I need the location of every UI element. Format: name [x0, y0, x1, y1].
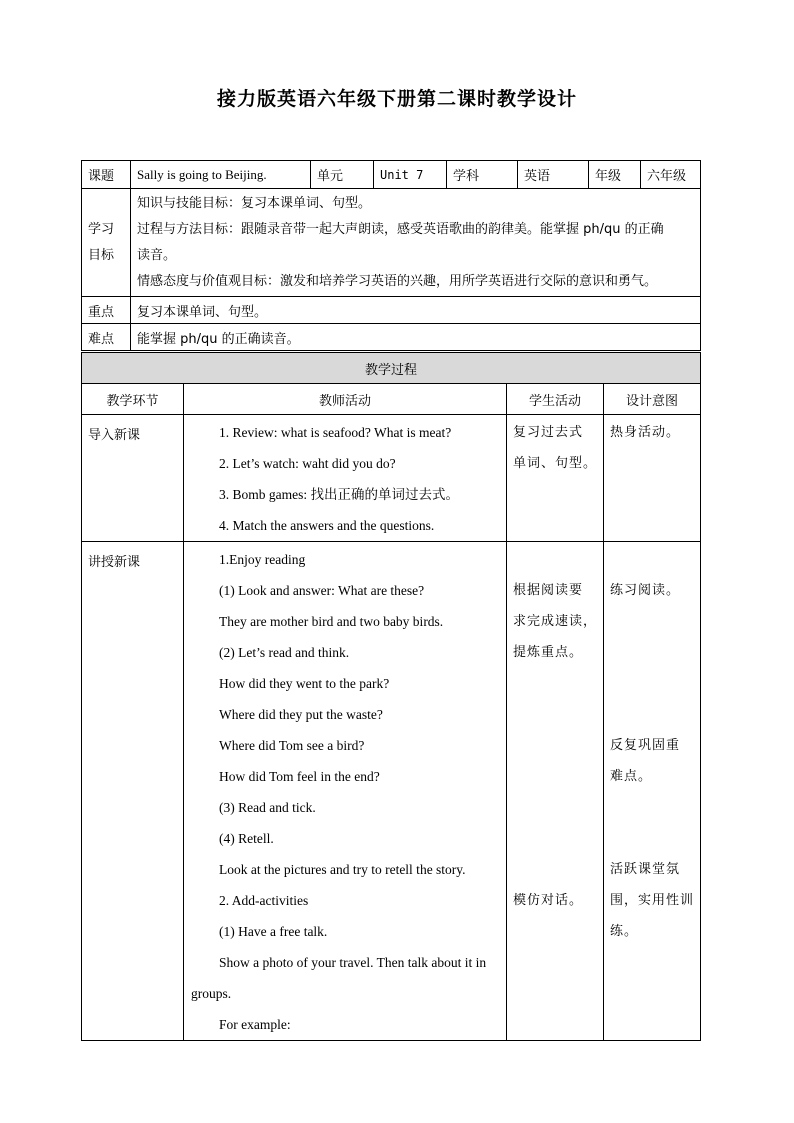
teacher-line: (3) Read and tick.	[219, 800, 316, 815]
intent-line: 活跃课堂氛	[610, 862, 681, 877]
teacher-line: Look at the pictures and try to retell the story.	[219, 862, 466, 877]
grade-label: 年级	[589, 161, 641, 189]
intro-student-activity	[507, 415, 604, 542]
teacher-line: Where did Tom see a bird?	[219, 738, 365, 753]
intent-line: 反复巩固重	[610, 738, 681, 753]
new-lesson-student-activity	[507, 542, 604, 1041]
goal-attitude: 情感态度与价值观目标：激发和培养学习英语的兴趣，用所学英语进行交际的意识和勇气。	[137, 274, 658, 289]
new-lesson-teacher-activities	[184, 542, 507, 1041]
goals-label	[82, 189, 131, 297]
goal-process-cont: 读音。	[137, 248, 177, 263]
intro-row	[82, 415, 701, 542]
goal-knowledge: 知识与技能目标：复习本课单词、句型。	[137, 196, 372, 211]
col-stage-header: 教学环节	[82, 384, 184, 415]
info-row-topic	[82, 161, 701, 189]
topic-value: Sally is going to Beijing.	[131, 161, 311, 189]
info-row-difficulty	[82, 324, 701, 351]
teacher-line: 1.Enjoy reading	[219, 552, 306, 567]
goals-label-line-1: 学习	[88, 221, 115, 237]
goals-cell	[131, 189, 701, 297]
teacher-line: How did they went to the park?	[219, 676, 390, 691]
intent-line: 练。	[610, 924, 639, 939]
teacher-line: (4) Retell.	[219, 831, 274, 846]
process-table	[81, 352, 701, 1041]
intent-line: 热身活动。	[610, 425, 681, 440]
teacher-line: 2. Let’s watch: waht did you do?	[219, 456, 396, 471]
process-header-row	[82, 384, 701, 415]
topic-label: 课题	[82, 161, 131, 189]
teacher-line: (2) Let’s read and think.	[219, 645, 350, 660]
new-lesson-row	[82, 542, 701, 1041]
unit-value: Unit 7	[374, 161, 447, 189]
teacher-line: They are mother bird and two baby birds.	[219, 614, 444, 629]
col-student-header: 学生活动	[507, 384, 604, 415]
new-lesson-intent	[604, 542, 701, 1041]
student-line: 提炼重点。	[513, 645, 584, 660]
key-label: 重点	[82, 297, 131, 324]
student-line: 单词、句型。	[513, 456, 598, 471]
process-heading-row	[82, 353, 701, 384]
intro-teacher-activities	[184, 415, 507, 542]
process-heading: 教学过程	[82, 353, 701, 384]
teacher-line: (1) Look and answer: What are these?	[219, 583, 425, 598]
teacher-line: 2. Add-activities	[219, 893, 309, 908]
info-row-key	[82, 297, 701, 324]
info-table	[81, 160, 701, 351]
subject-value: 英语	[518, 161, 589, 189]
col-intent-header: 设计意图	[604, 384, 701, 415]
teacher-line: For example:	[219, 1017, 291, 1032]
goal-process: 过程与方法目标：跟随录音带一起大声朗读，感受英语歌曲的韵律美。能掌握 ph/qu 的正确	[137, 222, 664, 237]
intro-intent	[604, 415, 701, 542]
difficulty-value: 能掌握 ph/qu 的正确读音。	[131, 324, 701, 351]
student-line: 根据阅读要	[513, 583, 584, 598]
unit-label: 单元	[311, 161, 374, 189]
intent-line: 难点。	[610, 769, 653, 784]
teacher-line: How did Tom feel in the end?	[219, 769, 380, 784]
intro-stage: 导入新课	[82, 415, 184, 542]
teacher-line: Where did they put the waste?	[219, 707, 383, 722]
page-title: 接力版英语六年级下册第二课时教学设计	[216, 88, 577, 110]
student-line: 复习过去式	[513, 425, 584, 440]
goals-label-line-2: 目标	[88, 247, 115, 263]
teacher-line: 1. Review: what is seafood? What is meat?	[219, 425, 452, 440]
teacher-line: (1) Have a free talk.	[219, 924, 328, 939]
new-lesson-stage: 讲授新课	[82, 542, 184, 1041]
key-value: 复习本课单词、句型。	[131, 297, 701, 324]
col-teacher-header: 教师活动	[184, 384, 507, 415]
teacher-line: Show a photo of your travel. Then talk about it in	[219, 955, 487, 970]
intent-line: 练习阅读。	[610, 583, 681, 598]
teacher-line: 3. Bomb games: 找出正确的单词过去式。	[219, 487, 459, 502]
teacher-line: 4. Match the answers and the questions.	[219, 518, 435, 533]
student-line: 模仿对话。	[513, 893, 584, 908]
subject-label: 学科	[447, 161, 518, 189]
difficulty-label: 难点	[82, 324, 131, 351]
info-row-goals	[82, 189, 701, 297]
intent-line: 围，实用性训	[610, 893, 695, 908]
teacher-line: groups.	[191, 986, 232, 1001]
grade-value: 六年级	[641, 161, 701, 189]
student-line: 求完成速读，	[513, 614, 598, 629]
